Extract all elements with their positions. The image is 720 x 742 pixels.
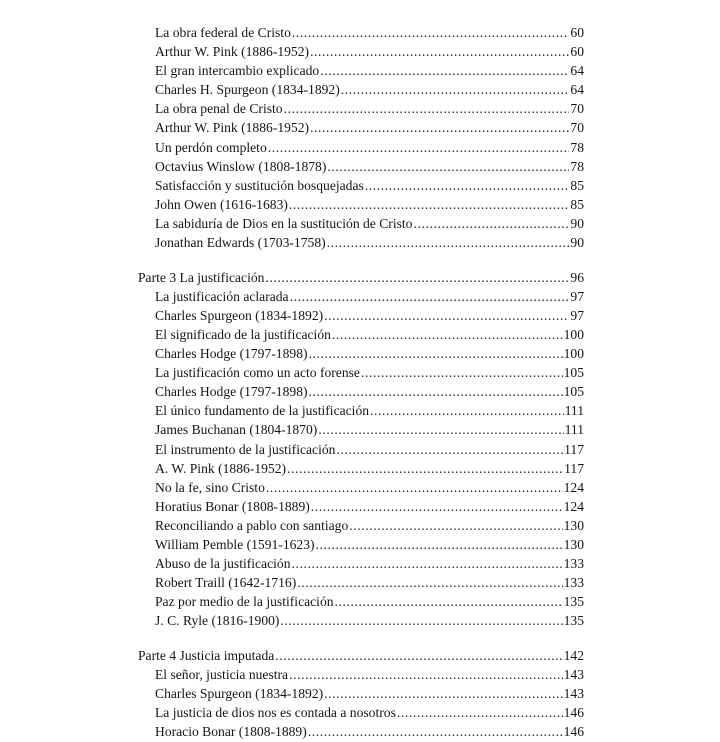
page-number: 85 (570, 177, 584, 193)
page-number: 146 (563, 705, 584, 721)
entry-title: El significado de la justificación (155, 327, 331, 342)
table-of-contents (138, 23, 584, 742)
page-number: 146 (563, 724, 584, 740)
entry-title: Arthur W. Pink (1886-1952) (155, 120, 310, 136)
dot-leader (310, 118, 569, 137)
dot-leader (327, 157, 569, 176)
toc-entry (138, 176, 584, 195)
toc-section-heading (138, 268, 584, 287)
dot-leader (280, 611, 562, 630)
entry-title: Charles Hodge (1797-1898) (155, 384, 308, 400)
toc-entry (138, 459, 584, 478)
dot-leader (361, 363, 563, 382)
dot-leader (332, 325, 563, 344)
entry-title: Arthur W. Pink (1886-1952) (155, 44, 310, 60)
page-number: 70 (570, 120, 584, 136)
dot-leader (320, 61, 569, 80)
section-title: Parte 4 Justicia imputada (138, 648, 275, 664)
entry-title: La sabiduría de Dios en la sustitución de Cristo (155, 215, 413, 231)
page-number: 143 (563, 686, 584, 702)
page-number: 142 (563, 648, 584, 664)
toc-entry (138, 306, 584, 325)
dot-leader (266, 478, 563, 497)
toc-entry (138, 325, 584, 344)
toc-entry (138, 554, 584, 573)
page-number: 97 (570, 288, 584, 304)
dot-leader (335, 592, 563, 611)
page-number: 85 (570, 196, 584, 212)
toc-entry (138, 42, 584, 61)
page-number: 90 (570, 215, 584, 231)
dot-leader (324, 306, 569, 325)
toc-entry (138, 99, 584, 118)
toc-entry (138, 516, 584, 535)
dot-leader (308, 722, 563, 741)
dot-leader (287, 459, 563, 478)
entry-title: Charles Hodge (1797-1898) (155, 346, 308, 362)
toc-entry (138, 363, 584, 382)
dot-leader (268, 138, 570, 157)
section-gap (138, 631, 584, 647)
entry-title: La justificación como un acto forense (155, 365, 360, 381)
toc-entry (138, 535, 584, 554)
entry-title: El instrumento de la justificación (155, 441, 336, 457)
toc-entry (138, 233, 584, 252)
toc-entry (138, 497, 584, 516)
dot-leader (365, 176, 570, 195)
page-number: 78 (570, 158, 584, 174)
entry-title: Satisfacción y sustitución bosquejadas (155, 177, 364, 193)
toc-entry (138, 287, 584, 306)
dot-leader (297, 573, 562, 592)
page-number: 96 (570, 269, 584, 285)
dot-leader (310, 42, 569, 61)
dot-leader (336, 440, 563, 459)
section-gap (138, 252, 584, 268)
page-number: 124 (563, 479, 584, 495)
toc-entry (138, 440, 584, 459)
entry-title: William Pemble (1591-1623) (155, 537, 315, 553)
entry-title: James Buchanan (1804-1870) (155, 422, 318, 438)
toc-entry (138, 61, 584, 80)
page-number: 130 (563, 517, 584, 533)
dot-leader (327, 233, 570, 252)
entry-title: El gran intercambio explicado (155, 63, 320, 79)
toc-entry (138, 118, 584, 137)
page-number: 105 (563, 365, 584, 381)
page-number: 133 (563, 556, 584, 572)
page-number: 135 (563, 594, 584, 610)
entry-title: J. C. Ryle (1816-1900) (155, 613, 280, 629)
page-number: 130 (563, 537, 584, 553)
dot-leader (289, 665, 563, 684)
entry-title: Horacio Bonar (1808-1889) (155, 724, 307, 740)
entry-title: Octavius Winslow (1808-1878) (155, 158, 327, 174)
dot-leader (284, 99, 570, 118)
dot-leader (309, 382, 563, 401)
toc-entry (138, 478, 584, 497)
dot-leader (309, 344, 563, 363)
dot-leader (275, 646, 562, 665)
entry-title: Charles Spurgeon (1834-1892) (155, 307, 324, 323)
toc-entry (138, 344, 584, 363)
toc-entry (138, 611, 584, 630)
toc-entry (138, 401, 584, 420)
page-number: 124 (563, 498, 584, 514)
entry-title: No la fe, sino Cristo (155, 479, 265, 495)
entry-title: Horatius Bonar (1808-1889) (155, 498, 310, 514)
toc-entry (138, 214, 584, 233)
page-number: 111 (564, 403, 584, 419)
dot-leader (292, 554, 563, 573)
toc-entry (138, 420, 584, 439)
page-number: 143 (563, 667, 584, 683)
toc-section-heading (138, 646, 584, 665)
dot-leader (311, 497, 563, 516)
toc-entry (138, 157, 584, 176)
entry-title: Charles Spurgeon (1834-1892) (155, 686, 324, 702)
toc-entry (138, 23, 584, 42)
entry-title: Jonathan Edwards (1703-1758) (155, 235, 326, 251)
toc-entry (138, 684, 584, 703)
dot-leader (318, 420, 563, 439)
entry-title: Reconciliando a pablo con santiago (155, 517, 349, 533)
toc-entry (138, 80, 584, 99)
dot-leader (341, 80, 570, 99)
page-number: 100 (563, 327, 584, 342)
page-number: 97 (570, 307, 584, 323)
page-number: 135 (563, 613, 584, 629)
entry-title: La justicia de dios nos es contada a nosotros (155, 705, 396, 721)
page-number: 117 (564, 460, 584, 476)
entry-title: La obra penal de Cristo (155, 101, 283, 117)
page-number: 60 (570, 25, 584, 40)
entry-title: Charles H. Spurgeon (1834-1892) (155, 82, 340, 98)
toc-entry (138, 573, 584, 592)
entry-title: John Owen (1616-1683) (155, 196, 288, 212)
page-number: 60 (570, 44, 584, 60)
page-number: 133 (563, 575, 584, 591)
entry-title: La obra federal de Cristo (155, 25, 291, 40)
page-number: 64 (570, 63, 584, 79)
dot-leader (324, 684, 562, 703)
toc-entry (138, 195, 584, 214)
page-number: 100 (563, 346, 584, 362)
dot-leader (316, 535, 563, 554)
page-number: 105 (563, 384, 584, 400)
toc-entry (138, 665, 584, 684)
dot-leader (413, 214, 569, 233)
section-title: Parte 3 La justificación (138, 269, 265, 285)
page-number: 111 (564, 422, 584, 438)
entry-title: Un perdón completo (155, 139, 267, 155)
entry-title: La justificación aclarada (155, 288, 289, 304)
entry-title: Paz por medio de la justificación (155, 594, 334, 610)
page-number: 117 (564, 441, 584, 457)
toc-entry (138, 382, 584, 401)
entry-title: El señor, justicia nuestra (155, 667, 289, 683)
dot-leader (290, 287, 570, 306)
dot-leader (289, 195, 570, 214)
dot-leader (349, 516, 562, 535)
dot-leader (292, 23, 570, 42)
toc-entry (138, 722, 584, 741)
entry-title: El único fundamento de la justificación (155, 403, 370, 419)
entry-title: Abuso de la justificación (155, 556, 291, 572)
dot-leader (370, 401, 564, 420)
page-number: 78 (570, 139, 584, 155)
page-number: 64 (570, 82, 584, 98)
page-number: 90 (570, 235, 584, 251)
entry-title: Robert Traill (1642-1716) (155, 575, 297, 591)
toc-entry (138, 138, 584, 157)
entry-title: A. W. Pink (1886-1952) (155, 460, 287, 476)
dot-leader (265, 268, 569, 287)
page-number: 70 (570, 101, 584, 117)
toc-entry (138, 592, 584, 611)
